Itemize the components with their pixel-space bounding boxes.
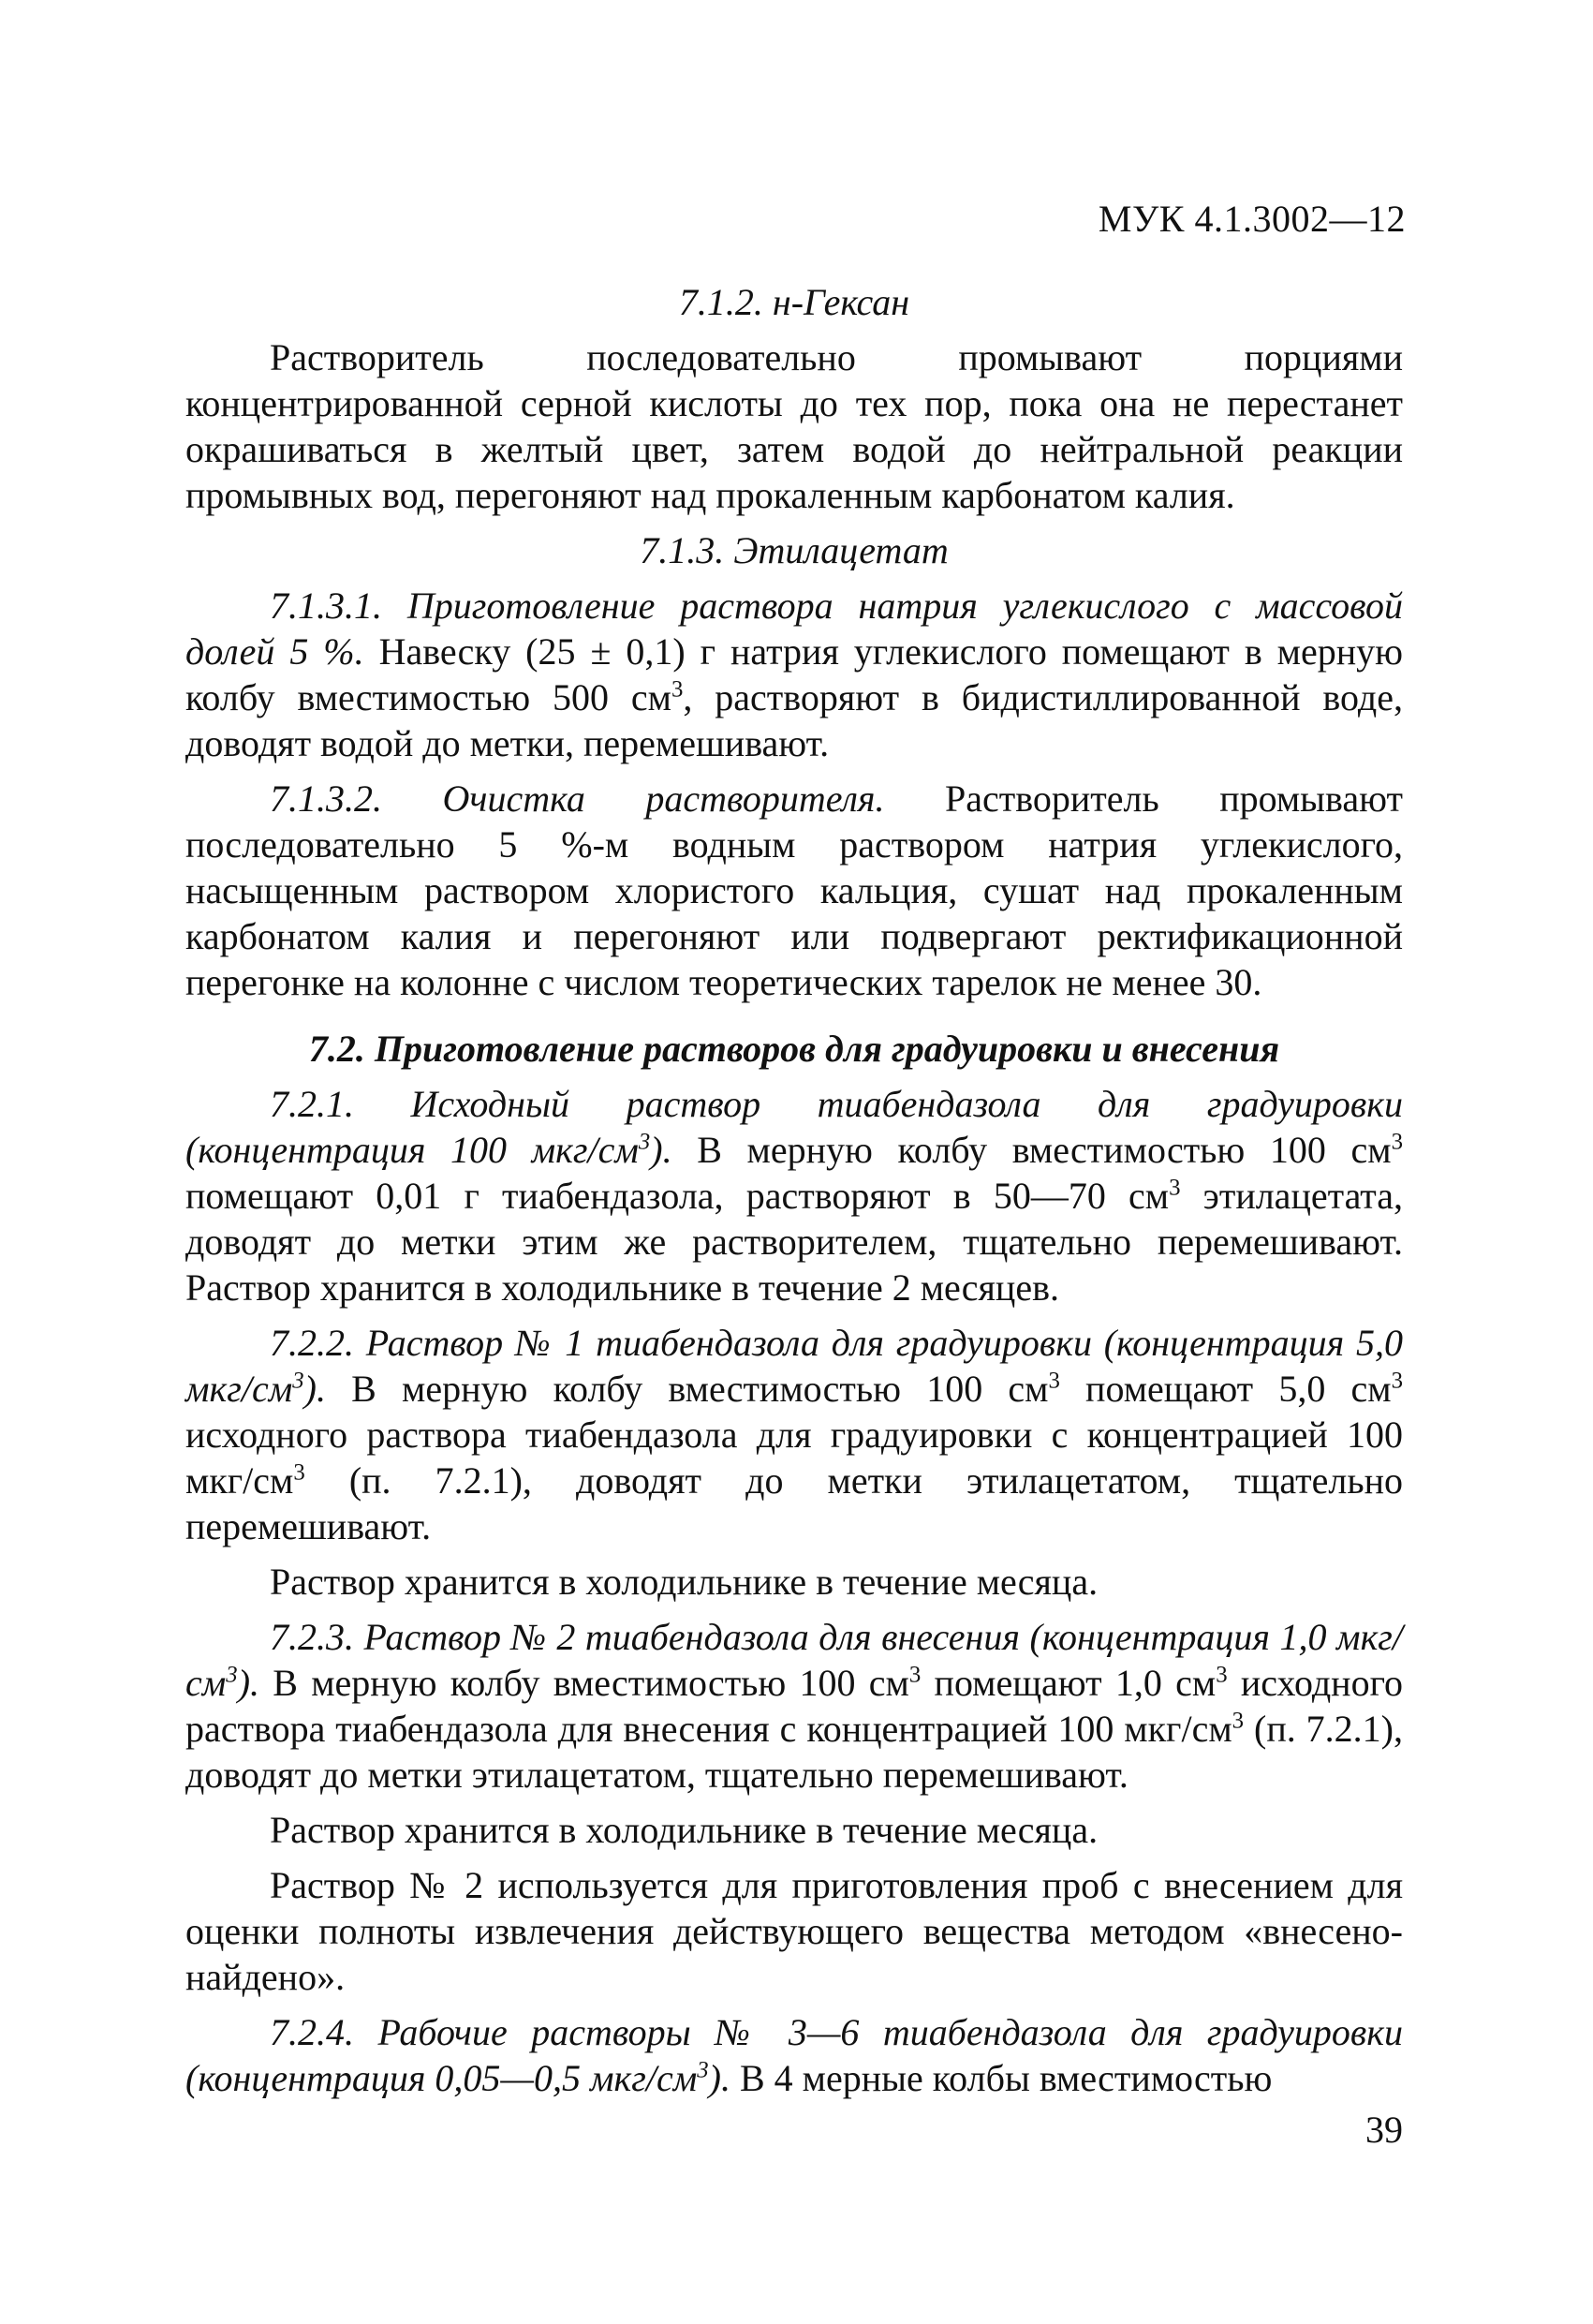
paragraph-heading-end: ). <box>303 1368 326 1410</box>
paragraph-7-2-3 <box>185 1614 1403 1798</box>
paragraph-text: исходного раствора тиабендазола для градуировки с концентрацией 100 мкг/см <box>185 1414 1403 1502</box>
paragraph-heading: 7.2.4. Рабочие растворы № 3—6 тиабендазола для градуировки (концентрация 0,05—0,5 мкг/см <box>185 2011 1403 2099</box>
paragraph-text: В мерную колбу вместимостью 100 см <box>671 1129 1392 1171</box>
paragraph-text: , растворяют в бидистиллированной воде, доводят водой до метки, перемешивают. <box>185 676 1403 764</box>
paragraph-text: исходного раствора тиабендазола для внесения с концентрацией 100 мкг/см <box>185 1662 1404 1750</box>
paragraph-7-1-3-2 <box>185 776 1403 1005</box>
paragraph-text: В мерную колбу вместимостью 100 см <box>259 1662 909 1704</box>
paragraph-heading: 7.2.3. Раствор № 2 тиабендазола для внесения (концентрация 1,0 мкг/см <box>185 1616 1403 1704</box>
superscript: 3 <box>226 1662 238 1688</box>
superscript: 3 <box>1391 1129 1403 1155</box>
paragraph-heading: 7.1.3.1. Приготовление раствора натрия углекислого с массовой долей 5 %. <box>185 585 1403 673</box>
paragraph-heading: 7.1.3.2. Очистка растворителя. <box>270 777 885 820</box>
paragraph-text: В мерную колбу вместимостью 100 см <box>325 1368 1049 1410</box>
superscript: 3 <box>293 1459 305 1486</box>
page-number: 39 <box>1365 2109 1403 2151</box>
paragraph-heading-end: ). <box>650 1129 672 1171</box>
section-title-7-1-3: 7.1.3. Этилацетат <box>640 529 949 571</box>
paragraph-solution-2-use: Раствор № 2 используется для приготовления проб с внесением для оценки полноты извлечения действующего вещества методом «внесено-найдено». <box>185 1864 1403 1998</box>
section-title-7-1-2: 7.1.2. н-Гексан <box>678 281 910 323</box>
paragraph-text: В 4 мерные колбы вместимостью <box>730 2057 1273 2099</box>
paragraph-7-2-1 <box>185 1081 1403 1310</box>
paragraph-text: (п. 7.2.1), доводят до метки этилацетатом, тщательно перемешивают. <box>185 1708 1403 1796</box>
paragraph-text: (п. 7.2.1), доводят до метки этилацетатом, тщательно перемешивают. <box>185 1459 1403 1547</box>
superscript: 3 <box>908 1662 922 1688</box>
paragraph-text: помещают 0,01 г тиабендазола, растворяют в 50—70 см <box>185 1175 1170 1217</box>
superscript: 3 <box>1232 1708 1245 1734</box>
paragraph-text: помещают 5,0 см <box>1059 1368 1392 1410</box>
paragraph-storage-2: Раствор хранится в холодильнике в течение месяца. <box>270 1809 1099 1851</box>
superscript: 3 <box>1391 1368 1403 1394</box>
paragraph-storage-1: Раствор хранится в холодильнике в течение месяца. <box>270 1561 1099 1603</box>
superscript: 3 <box>638 1129 651 1155</box>
paragraph-heading-end: ). <box>237 1662 260 1704</box>
paragraph-7-2-4 <box>185 2009 1403 2101</box>
paragraph-text: Растворитель промывают последовательно 5 %-м водным раствором натрия углекислого, насыщенным раствором хлористого кальция, сушат над прокаленным карбонатом калия и перегоняют или подвергают ректификационной перегонке на колонне с числом теоретических тарелок не менее 30. <box>185 777 1403 1003</box>
superscript: 3 <box>292 1368 304 1394</box>
paragraph-text: помещают 1,0 см <box>921 1662 1217 1704</box>
document-body <box>185 279 1403 2101</box>
section-title-7-2: 7.2. Приготовление растворов для градуировки и внесения <box>308 1028 1280 1070</box>
paragraph-heading: 7.2.1. Исходный раствор тиабендазола для градуировки (концентрация 100 мкг/см <box>185 1083 1403 1171</box>
paragraph-7-1-2: Растворитель последовательно промывают порциями концентрированной серной кислоты до тех пор, пока она не перестанет окрашиваться в желтый цвет, затем водой до нейтральной реакции промывных вод, перегоняют над прокаленным карбонатом калия. <box>185 336 1403 516</box>
paragraph-text: этилацетата, доводят до метки этим же растворителем, тщательно перемешивают. Раствор хранится в холодильнике в течение 2 месяцев. <box>185 1175 1404 1309</box>
superscript: 3 <box>1048 1368 1060 1394</box>
paragraph-7-1-3-1 <box>185 583 1403 766</box>
paragraph-heading: 7.2.2. Раствор № 1 тиабендазола для градуировки (концентрация 5,0 мкг/см <box>185 1322 1403 1410</box>
superscript: 3 <box>1216 1662 1228 1688</box>
paragraph-7-2-2 <box>185 1320 1403 1549</box>
paragraph-heading-end: ). <box>708 2057 730 2099</box>
document-code: МУК 4.1.3002—12 <box>1098 198 1406 240</box>
superscript: 3 <box>671 676 684 703</box>
superscript: 3 <box>1169 1175 1181 1201</box>
paragraph-text: Навеску (25 ± 0,1) г натрия углекислого помещают в мерную колбу вместимостью 500 см <box>185 630 1404 718</box>
superscript: 3 <box>697 2057 709 2083</box>
